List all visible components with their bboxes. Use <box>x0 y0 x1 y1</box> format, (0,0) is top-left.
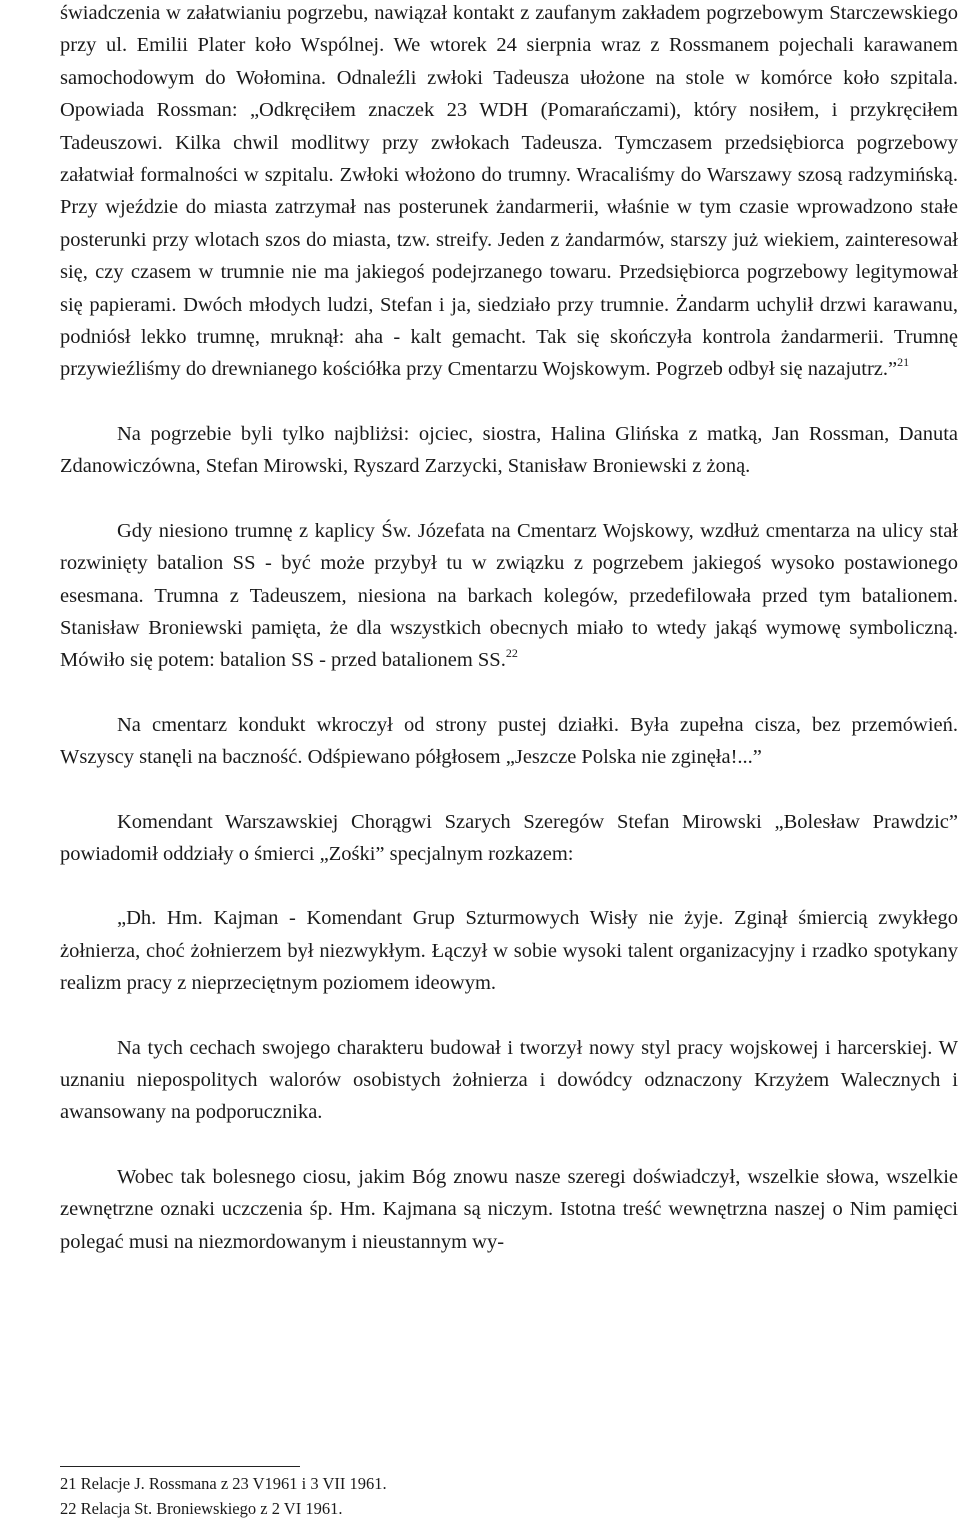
paragraph-text: świadczenia w załatwianiu pogrzebu, nawiązał kontakt z zaufanym zakładem pogrzebowym Starczewskiego przy ul. Emilii Plater koło Wspólnej. We wtorek 24 sierpnia wraz z Rossmanem pojechali karawanem samochodowym do Wołomina. Odnaleźli zwłoki Tadeusza ułożone na stole w komórce koło szpitala. Opowiada Rossman: „Odkręciłem znaczek 23 WDH (Pomarańczami), który nosiłem, i przykręciłem Tadeuszowi. Kilka chwil modlitwy przy zwłokach Tadeusza. Tymczasem przedsiębiorca pogrzebowy załatwiał formalności w szpitalu. Zwłoki włożono do trumny. Wracaliśmy do Warszawy szosą radzymińską. Przy wjeździe do miasta zatrzymał nas posterunek żandarmerii, właśnie w tym czasie wprowadzono stałe posterunki przy wlotach szos do miasta, tzw. streify. Jeden z żandarmów, starszy już wiekiem, zainteresował się, czy czasem w trumnie nie ma jakiegoś podejrzanego towaru. Przedsiębiorca pogrzebowy legitymował się papierami. Dwóch młodych ludzi, Stefan i ja, siedziało przy trumnie. Żandarm uchylił drzwi karawanu, podniósł lekko trumnę, mruknął: aha - kalt gemacht. Tak się skończyła kontrola żandarmerii. Trumnę przywieźliśmy do drewnianego kościółka przy Cmentarzu Wojskowym. Pogrzeb odbył się nazajutrz.” <box>60 2 958 381</box>
paragraph-text: Na tych cechach swojego charakteru budował i tworzył nowy styl pracy wojskowej i harcerskiej. W uznaniu niepospolitych walorów osobistych żołnierza i dowódcy odznaczony Krzyżem Walecznych i awansowany na podporucznika. <box>60 1036 958 1124</box>
paragraph-quote <box>60 1161 958 1258</box>
paragraph-text: Gdy niesiono trumnę z kaplicy Św. Józefata na Cmentarz Wojskowy, wzdłuż cmentarza na ulicy stał rozwinięty batalion SS - być może przybył tu w związku z pogrzebem jakiegoś wysoko postawionego esesmana. Trumna z Tadeuszem, niesiona na barkach kolegów, przedefilowała przed tym batalionem. Stanisław Broniewski pamięta, że dla wszystkich obecnych miało to wtedy jakąś wymowę symboliczną. Mówiło się potem: batalion SS - przed batalionem SS. <box>60 519 958 672</box>
paragraph <box>60 515 958 677</box>
paragraph-text: Wobec tak bolesnego ciosu, jakim Bóg znowu nasze szeregi doświadczył, wszelkie słowa, wszelkie zewnętrzne oznaki uczczenia śp. Hm. Kajmana są niczym. Istotna treść wewnętrzna naszej o Nim pamięci polegać musi na niezmordowanym i nieustannym wy- <box>60 1165 958 1253</box>
paragraph <box>60 806 958 871</box>
footnote-reference: 22 <box>505 646 518 661</box>
paragraph <box>60 0 958 386</box>
footnote-22: 22 Relacja St. Broniewskiego z 2 VI 1961. <box>60 1499 343 1518</box>
footnote-21: 21 Relacje J. Rossmana z 23 V1961 i 3 VII 1961. <box>60 1474 387 1493</box>
paragraph-quote <box>60 902 958 999</box>
document-page <box>60 0 958 1258</box>
footnote-separator <box>60 1466 300 1467</box>
paragraph-text: Komendant Warszawskiej Chorągwi Szarych Szeregów Stefan Mirowski „Bolesław Prawdzic” powiadomił oddziały o śmierci „Zośki” specjalnym rozkazem: <box>60 810 958 865</box>
paragraph <box>60 709 958 774</box>
paragraph <box>60 418 958 483</box>
footnotes <box>60 1471 940 1521</box>
paragraph-quote <box>60 1032 958 1129</box>
paragraph-text: Na pogrzebie byli tylko najbliżsi: ojciec, siostra, Halina Glińska z matką, Jan Rossman, Danuta Zdanowiczówna, Stefan Mirowski, Ryszard Zarzycki, Stanisław Broniewski z żoną. <box>60 422 958 478</box>
paragraph-text: „Dh. Hm. Kajman - Komendant Grup Szturmowych Wisły nie żyje. Zginął śmiercią zwykłego żołnierza, choć żołnierzem był niezwykłym. Łączył w sobie wysoki talent organizacyjny i rzadko spotykany realizm pracy z nieprzeciętnym poziomem ideowym. <box>60 907 958 995</box>
paragraph-text: Na cmentarz kondukt wkroczył od strony pustej działki. Była zupełna cisza, bez przemówień. Wszyscy stanęli na baczność. Odśpiewano półgłosem „Jeszcze Polska nie zginęła!...” <box>60 713 958 769</box>
footnote-reference: 21 <box>897 355 910 370</box>
